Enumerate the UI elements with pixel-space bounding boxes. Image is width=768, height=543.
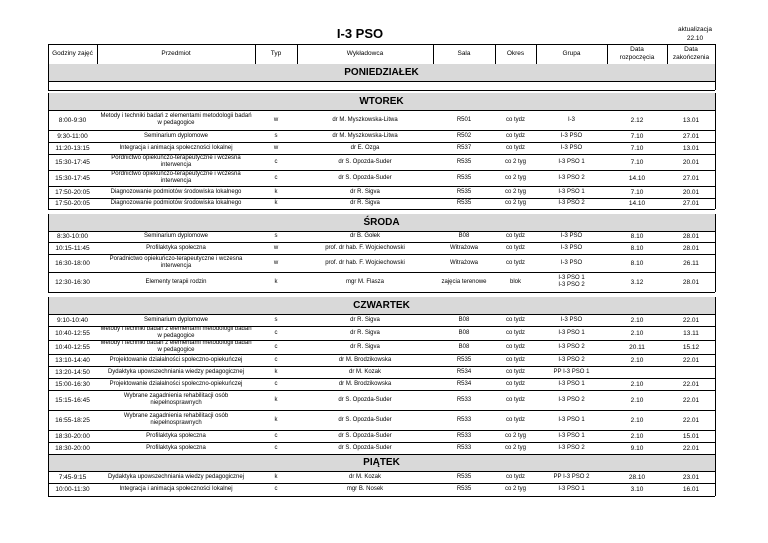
- table-right-border: [715, 354, 716, 366]
- cell-period: co tydz: [505, 396, 525, 403]
- cell-room: Witrażowa: [449, 244, 478, 251]
- cell-group: I-3 PSO: [560, 259, 583, 266]
- table-right-border: [715, 483, 716, 496]
- table-left-border: [48, 242, 49, 254]
- empty-row-border: [48, 90, 715, 91]
- cell-lecturer: prof. dr hab. F. Wojciechowski: [325, 244, 405, 251]
- cell-type: c: [274, 174, 278, 181]
- cell-lecturer: dr M. Brodzikowska: [338, 356, 392, 363]
- table-left-border: [48, 110, 49, 130]
- cell-group: I-3 PSO 2: [558, 343, 585, 350]
- cell-period: co 2 tyg: [504, 174, 526, 181]
- cell-period: co tydz: [505, 368, 525, 375]
- cell-subject: Wybrane zagadnienia rehabilitacji osób niepełnosprawnych: [123, 413, 229, 426]
- cell-period: co tydz: [505, 343, 525, 350]
- cell-type: c: [274, 329, 278, 336]
- cell-room: R535: [456, 473, 472, 480]
- cell-subject: Metody i techniki badań z elementami metodologii badań w pedagogice: [100, 340, 252, 353]
- cell-period: co 2 tyg: [504, 188, 526, 195]
- cell-period: co tydz: [505, 356, 525, 363]
- cell-end: 27.01: [682, 200, 700, 207]
- table-left-border: [48, 366, 49, 378]
- cell-time: 9:30-11:00: [57, 132, 88, 140]
- cell-lecturer: dr E. Ozga: [350, 144, 380, 151]
- cell-time: 13:10-14:40: [55, 356, 90, 364]
- cell-lecturer: dr M. Kozak: [348, 473, 381, 480]
- cell-period: co tydz: [505, 116, 525, 123]
- cell-subject: Profilaktyka społeczna: [146, 432, 206, 439]
- cell-group: I-3 PSO: [560, 244, 583, 251]
- cell-room: R535: [456, 356, 472, 363]
- cell-period: co tydz: [505, 132, 525, 139]
- cell-time: 10:40-12:55: [55, 343, 90, 351]
- table-right-border: [715, 326, 716, 340]
- header-type: Typ: [270, 50, 282, 57]
- cell-end: 28.01: [682, 233, 700, 240]
- table-left-border: [48, 154, 49, 170]
- cell-type: c: [274, 356, 278, 363]
- cell-start: 7.10: [630, 158, 644, 166]
- day-poniedzialek: PONIEDZIAŁEK: [48, 64, 715, 81]
- cell-lecturer: dr R. Sigva: [350, 188, 380, 195]
- table-right-border: [715, 454, 716, 471]
- cell-end: 22.01: [682, 444, 700, 452]
- cell-start: 14.10: [628, 174, 646, 182]
- cell-end: 27.01: [682, 132, 700, 140]
- cell-subject: Metody i techniki badań z elementami metodologii badań w pedagogice: [100, 326, 252, 339]
- table-left-border: [48, 340, 49, 354]
- cell-start: 2.10: [630, 316, 644, 324]
- header-room: Sala: [457, 50, 471, 57]
- cell-group: PP I-3 PSO 1: [553, 368, 590, 375]
- cell-group: I-3 PSO 1: [558, 432, 585, 439]
- cell-lecturer: dr M. Brodzikowska: [338, 380, 392, 387]
- cell-subject: Projektowanie działalności społeczno-opiekuńczej: [109, 356, 243, 363]
- cell-lecturer: dr R. Sigva: [350, 329, 380, 336]
- cell-start: 7.10: [630, 144, 644, 152]
- page-title: I-3 PSO: [336, 25, 384, 41]
- cell-lecturer: dr R. Sigva: [350, 200, 380, 206]
- cell-period: co tydz: [505, 329, 525, 336]
- cell-subject: Pordnictwo opiekuńczo-terapeutyczne i wczesna interwencja: [111, 171, 241, 184]
- table-right-border: [715, 130, 716, 142]
- cell-time: 7:45-9:15: [58, 473, 87, 481]
- cell-group: I-3 PSO 1: [558, 380, 585, 387]
- cell-group: I-3 PSO 2: [558, 174, 585, 181]
- cell-room: B08: [458, 233, 470, 239]
- cell-period: co tydz: [505, 380, 525, 387]
- cell-subject: Dydaktyka upowszechniania wiedzy pedagogicznej: [107, 368, 245, 375]
- cell-end: 23.01: [682, 473, 700, 481]
- cell-type: w: [273, 244, 279, 251]
- table-right-border: [715, 214, 716, 231]
- table-right-border: [715, 430, 716, 442]
- cell-start: 9.10: [630, 444, 644, 452]
- table-right-border: [715, 442, 716, 454]
- cell-type: c: [274, 444, 278, 451]
- header-end: Data zakończenia: [672, 46, 710, 61]
- table-left-border: [48, 186, 49, 198]
- cell-type: c: [274, 380, 278, 387]
- header-period: Okres: [506, 50, 525, 57]
- cell-start: 3.10: [630, 486, 644, 493]
- cell-time: 15:30-17:45: [55, 174, 90, 182]
- cell-room: R535: [456, 174, 472, 181]
- cell-subject: Dydaktyka upowszechniania wiedzy pedagogicznej: [107, 473, 245, 480]
- cell-lecturer: dr S. Opozda-Suder: [338, 444, 392, 451]
- table-right-border: [715, 314, 716, 326]
- cell-period: co 2 tyg: [504, 158, 526, 165]
- cell-lecturer: mgr B. Nosek: [346, 486, 384, 492]
- cell-room: R535: [456, 200, 472, 206]
- cell-room: R502: [456, 132, 472, 139]
- cell-period: co tydz: [505, 473, 525, 480]
- cell-time: 9:10-10:40: [56, 316, 89, 324]
- row-border: [48, 454, 715, 455]
- cell-start: 2.10: [630, 396, 644, 404]
- cell-end: 15.01: [682, 432, 700, 440]
- header-time: Godziny zajęć: [52, 50, 93, 57]
- table-right-border: [715, 93, 716, 110]
- header-subject: Przedmiot: [161, 50, 191, 57]
- cell-room: R533: [456, 396, 472, 403]
- cell-start: 8.10: [630, 244, 644, 252]
- cell-time: 17:50-20:05: [55, 188, 90, 196]
- cell-start: 2.10: [630, 432, 644, 440]
- cell-lecturer: mgr M. Flasza: [345, 278, 384, 285]
- cell-group: I-3: [567, 116, 575, 123]
- cell-start: 14.10: [628, 200, 646, 207]
- cell-lecturer: dr R. Sigva: [350, 343, 380, 350]
- cell-group: I-3 PSO: [560, 233, 583, 239]
- cell-subject: Seminarium dyplomowe: [143, 132, 209, 139]
- cell-group: I-3 PSO 1 I-3 PSO 2: [558, 275, 585, 288]
- table-right-border: [715, 366, 716, 378]
- cell-group: I-3 PSO 1: [558, 329, 585, 336]
- header-group: Grupa: [562, 50, 581, 57]
- table-right-border: [715, 110, 716, 130]
- table-right-border: [715, 390, 716, 410]
- table-left-border: [48, 297, 49, 314]
- table-right-border: [715, 64, 716, 81]
- header-column-border: [495, 44, 496, 64]
- cell-time: 12:30-16:30: [55, 278, 90, 286]
- cell-type: s: [274, 132, 278, 139]
- header-start: Data rozpoczęcia: [619, 46, 655, 61]
- row-border: [48, 209, 715, 210]
- cell-room: R533: [456, 432, 472, 439]
- cell-type: w: [273, 144, 279, 151]
- cell-period: co 2 tyg: [504, 444, 526, 451]
- cell-subject: Wybrane zagadnienia rehabilitacji osób niepełnosprawnych: [123, 393, 229, 406]
- table-right-border: [715, 471, 716, 483]
- cell-start: 20.11: [629, 343, 645, 351]
- cell-period: co tydz: [505, 144, 525, 151]
- cell-time: 11:20-13:15: [55, 144, 90, 152]
- cell-end: 22.01: [682, 396, 700, 404]
- cell-lecturer: dr S. Opozda-Suder: [338, 416, 392, 423]
- cell-group: I-3 PSO: [560, 144, 583, 151]
- header-column-border: [255, 44, 256, 64]
- table-right-border: [715, 154, 716, 170]
- cell-type: k: [274, 473, 278, 480]
- cell-start: 2.10: [630, 380, 644, 388]
- cell-room: B08: [458, 343, 470, 350]
- cell-end: 13.01: [682, 144, 700, 152]
- cell-start: [607, 366, 667, 378]
- cell-group: I-3 PSO 2: [558, 356, 585, 363]
- cell-end: 22.01: [682, 380, 700, 388]
- day-wtorek: WTOREK: [48, 93, 715, 110]
- cell-type: k: [274, 396, 278, 403]
- cell-time: 15:15-16:45: [55, 396, 90, 404]
- table-left-border: [48, 378, 49, 390]
- cell-end: 27.01: [682, 174, 700, 182]
- cell-type: c: [274, 432, 278, 439]
- cell-time: 8:30-10:00: [56, 233, 89, 240]
- cell-type: k: [274, 416, 278, 423]
- cell-start: 7.10: [630, 188, 644, 196]
- header-lecturer: Wykładowca: [346, 50, 384, 57]
- cell-lecturer: dr S. Opozda-Suder: [338, 432, 392, 439]
- cell-room: R535: [456, 188, 472, 195]
- day-piatek: PIĄTEK: [48, 454, 715, 471]
- header-column-border: [536, 44, 537, 64]
- cell-time: 18:30-20:00: [55, 432, 90, 440]
- cell-end: 22.01: [682, 356, 700, 364]
- table-right-border: [715, 340, 716, 354]
- cell-end: 22.01: [682, 416, 700, 424]
- cell-period: blok: [509, 278, 521, 285]
- cell-time: 8:00-9:30: [58, 116, 87, 124]
- cell-time: 17:50-20:05: [55, 200, 90, 207]
- cell-period: co tydz: [505, 416, 525, 423]
- cell-period: co tydz: [505, 259, 525, 266]
- cell-room: Witrażowa: [449, 259, 478, 266]
- cell-start: 2.10: [630, 356, 644, 364]
- table-left-border: [48, 471, 49, 483]
- cell-lecturer: dr M. Myszkowska-Litwa: [332, 132, 398, 139]
- cell-subject: Projektowanie działalności społeczno-opiekuńczej: [109, 380, 243, 387]
- cell-group: I-3 PSO 1: [558, 416, 585, 423]
- cell-type: k: [274, 278, 278, 285]
- cell-time: 15:30-17:45: [55, 158, 90, 166]
- table-right-border: [715, 170, 716, 186]
- day-band-border: [48, 81, 715, 82]
- cell-type: w: [273, 116, 279, 123]
- cell-period: co 2 tyg: [504, 200, 526, 206]
- cell-lecturer: dr S. Opozda-Suder: [338, 158, 392, 165]
- table-left-border: [48, 390, 49, 410]
- cell-subject: Profilaktyka społeczna: [146, 244, 206, 251]
- table-right-border: [715, 186, 716, 198]
- cell-room: R534: [456, 368, 472, 375]
- cell-subject: Integracja i animacja społeczności lokalnej: [119, 144, 233, 151]
- cell-start: 2.10: [630, 416, 644, 424]
- table-right-border: [715, 297, 716, 314]
- table-left-border: [48, 198, 49, 209]
- cell-end: 22.01: [682, 316, 700, 324]
- cell-subject: Pordnictwo opiekuńczo-terapeutyczne i wczesna interwencja: [111, 155, 241, 168]
- cell-type: c: [274, 158, 278, 165]
- cell-time: 10:00-11:30: [55, 486, 90, 493]
- cell-group: I-3 PSO 2: [558, 200, 585, 206]
- cell-subject: Elementy terapii rodzin: [145, 278, 207, 285]
- cell-period: co tydz: [505, 244, 525, 251]
- table-left-border: [48, 326, 49, 340]
- cell-end: 13.11: [683, 329, 699, 337]
- cell-room: R537: [456, 144, 472, 151]
- table-left-border: [48, 354, 49, 366]
- cell-lecturer: dr R. Sigva: [350, 316, 380, 323]
- cell-room: R535: [456, 158, 472, 165]
- table-left-border: [48, 214, 49, 231]
- cell-group: I-3 PSO 1: [558, 188, 585, 195]
- cell-start: 8.10: [630, 233, 644, 240]
- header-column-border: [97, 44, 98, 64]
- cell-start: 2.12: [630, 116, 644, 124]
- table-right-border: [715, 142, 716, 154]
- table-left-border: [48, 130, 49, 142]
- cell-time: 13:20-14:50: [55, 368, 90, 376]
- cell-end: 20.01: [682, 188, 700, 196]
- cell-room: B08: [458, 316, 470, 323]
- table-left-border: [48, 44, 49, 64]
- update-note: aktualizacja 22.10: [678, 26, 712, 42]
- header-column-border: [297, 44, 298, 64]
- cell-subject: Diagnozowanie podmiotów środowiska lokalnego: [110, 188, 242, 195]
- cell-subject: Seminarium dyplomowe: [143, 233, 209, 239]
- cell-end: 15.12: [682, 343, 700, 351]
- cell-end: [667, 366, 715, 378]
- table-right-border: [715, 272, 716, 292]
- table-right-border: [715, 410, 716, 430]
- cell-start: 7.10: [630, 132, 644, 140]
- table-right-border: [715, 44, 716, 64]
- day-sroda: ŚRODA: [48, 214, 715, 231]
- table-left-border: [48, 170, 49, 186]
- cell-subject: Poradnictwo opiekuńczo-terapeutyczne i wczesna interwencja: [109, 256, 243, 269]
- cell-time: 16:30-18:00: [55, 259, 90, 267]
- cell-type: k: [274, 368, 278, 375]
- cell-period: co tydz: [505, 233, 525, 239]
- table-left-border: [48, 93, 49, 110]
- table-left-border: [48, 430, 49, 442]
- cell-subject: Seminarium dyplomowe: [143, 316, 209, 323]
- cell-period: co 2 tyg: [504, 432, 526, 439]
- cell-lecturer: dr S. Opozda-Suder: [338, 396, 392, 403]
- cell-subject: Integracja i animacja społeczności lokalnej: [119, 486, 233, 492]
- cell-period: co tydz: [505, 316, 525, 323]
- cell-time: 18:30-20:00: [55, 444, 90, 452]
- cell-start: 28.10: [628, 473, 646, 481]
- cell-type: c: [274, 343, 278, 350]
- cell-time: 10:40-12:55: [55, 329, 90, 337]
- cell-end: 28.01: [682, 244, 700, 252]
- cell-start: 8.10: [630, 259, 644, 267]
- table-left-border: [48, 231, 49, 242]
- cell-type: k: [274, 188, 278, 195]
- cell-lecturer: dr M. Kozak: [348, 368, 381, 375]
- cell-group: I-3 PSO 2: [558, 444, 585, 451]
- cell-type: k: [274, 200, 278, 206]
- cell-type: c: [274, 486, 278, 492]
- table-right-border: [715, 254, 716, 272]
- header-column-border: [607, 44, 608, 64]
- day-czwartek: CZWARTEK: [48, 297, 715, 314]
- cell-end: 13.01: [682, 116, 700, 124]
- cell-group: I-3 PSO 1: [558, 158, 585, 165]
- table-right-border: [715, 242, 716, 254]
- table-left-border: [48, 410, 49, 430]
- cell-type: s: [274, 316, 278, 323]
- table-right-border: [715, 378, 716, 390]
- table-left-border: [48, 272, 49, 292]
- cell-room: B08: [458, 329, 470, 336]
- cell-room: R533: [456, 416, 472, 423]
- cell-end: 26.11: [683, 259, 699, 267]
- cell-period: co 2 tyg: [504, 486, 526, 492]
- table-right-border: [715, 81, 716, 90]
- cell-type: w: [273, 259, 279, 266]
- cell-group: I-3 PSO 2: [558, 396, 585, 403]
- cell-lecturer: prof. dr hab. F. Wojciechowski: [325, 259, 405, 266]
- cell-start: 3.12: [630, 278, 644, 286]
- cell-group: I-3 PSO 1: [558, 486, 585, 492]
- cell-type: s: [274, 233, 278, 239]
- cell-group: I-3 PSO: [560, 316, 583, 323]
- table-right-border: [715, 198, 716, 209]
- cell-subject: Diagnozowanie podmiotów środowiska lokalnego: [110, 200, 242, 206]
- cell-time: 10:15-11:45: [55, 244, 90, 252]
- cell-start: 2.10: [630, 329, 644, 337]
- cell-lecturer: dr S. Opozda-Suder: [338, 174, 392, 181]
- table-right-border: [715, 231, 716, 242]
- table-left-border: [48, 483, 49, 496]
- cell-lecturer: dr B. Gołek: [349, 233, 380, 239]
- cell-time: 16:55-18:25: [55, 416, 90, 424]
- table-left-border: [48, 64, 49, 81]
- cell-group: PP I-3 PSO 2: [553, 473, 590, 480]
- table-left-border: [48, 142, 49, 154]
- cell-end: 28.01: [682, 278, 700, 286]
- row-border: [48, 496, 715, 497]
- cell-room: R535: [456, 486, 472, 492]
- row-border: [48, 292, 715, 293]
- cell-group: I-3 PSO: [560, 132, 583, 139]
- cell-end: 16.01: [682, 486, 700, 493]
- cell-room: R534: [456, 380, 472, 387]
- cell-room: zajęcia terenowe: [441, 278, 487, 285]
- header-column-border: [667, 44, 668, 64]
- table-left-border: [48, 254, 49, 272]
- cell-subject: Profilaktyka społeczna: [146, 444, 206, 451]
- cell-lecturer: dr M. Myszkowska-Litwa: [332, 116, 398, 123]
- cell-end: 20.01: [682, 158, 700, 166]
- cell-subject: Metody i techniki badań z elementami metodologii badań w pedagogice: [100, 113, 252, 126]
- cell-room: R533: [456, 444, 472, 451]
- cell-time: 15:00-16:30: [55, 380, 90, 388]
- header-column-border: [433, 44, 434, 64]
- cell-room: R501: [456, 116, 472, 123]
- table-left-border: [48, 81, 49, 90]
- table-left-border: [48, 454, 49, 471]
- table-left-border: [48, 442, 49, 454]
- table-left-border: [48, 314, 49, 326]
